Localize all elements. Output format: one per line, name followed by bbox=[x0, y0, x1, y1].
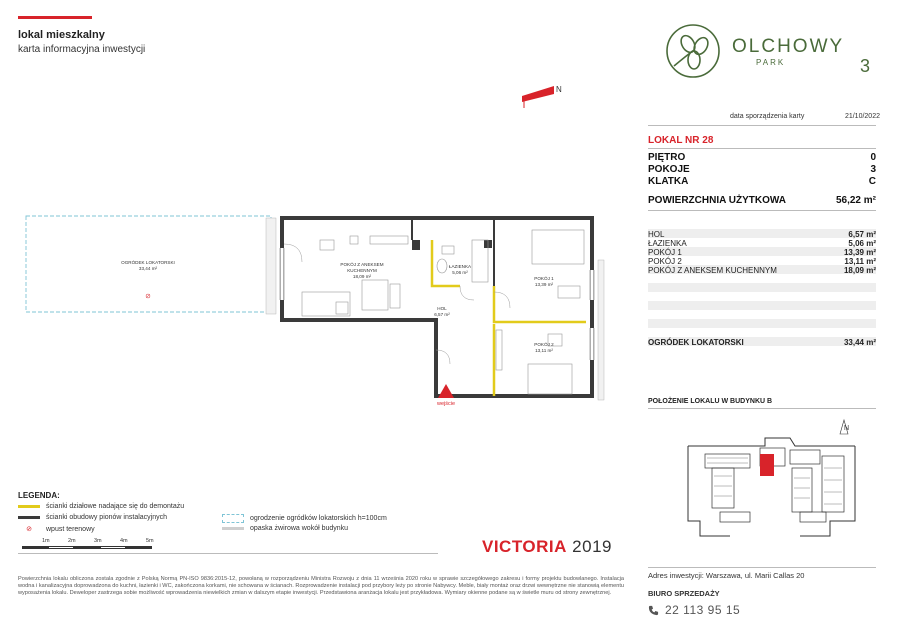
brand-sub: PARK bbox=[756, 58, 786, 67]
disclaimer-text: Powierzchnia lokalu obliczona zostala zgodnie z Polską Normą PN-ISO 9836:2015-12, powołaną w rozporządzeniu Ministra Rozwoju z dnia 11 września 2020 roku w sprawie szczegółowego zakresu i formy projektu budowlanego. Instalacja wodna i kanalizacyjna doprowadzona do kuchni, łazienki i WC, zakończona korkami, nie schowana w ścianach. Rozprowadzenie instalacji pod przybory leży po stronie Nabywcy. Meble, biały montaż oraz drzwi wewnętrzne nie stanowią elementu wyposażenia lokalu. Deweloper zastrzega sobie możliwość wprowadzenia niewielkich zmian w dalszym etapie inwestycji. Przedstawiona aranżacja lokalu jest przykładowa. Wymiary okienne podane są w świetle muru od strony zewnętrznej. bbox=[18, 576, 624, 597]
brand-name: OLCHOWY bbox=[732, 36, 845, 57]
page-title: lokal mieszkalny bbox=[18, 29, 105, 41]
legend-divider bbox=[18, 553, 438, 554]
stripe bbox=[648, 319, 876, 328]
brand-number: 3 bbox=[860, 56, 871, 76]
svg-text:ŁAZIENKA: ŁAZIENKA bbox=[448, 264, 472, 269]
address-divider bbox=[648, 567, 876, 568]
address: Adres inwestycji: Warszawa, ul. Marii Callas 20 bbox=[648, 571, 805, 580]
north-arrow-icon bbox=[518, 84, 568, 114]
phone-icon bbox=[648, 605, 659, 616]
legend-item: ścianki działowe nadające się do demontażu bbox=[18, 503, 184, 510]
legend-drain-icon: ⊘ bbox=[26, 526, 32, 533]
date-row bbox=[730, 113, 880, 120]
svg-text:POKÓJ Z ANEKSEM: POKÓJ Z ANEKSEM bbox=[340, 262, 384, 267]
legend-yellow-swatch bbox=[18, 505, 40, 508]
entrance-label: wejście bbox=[436, 401, 456, 407]
unit-title: LOKAL NR 28 bbox=[648, 135, 714, 146]
date-label: data sporządzenia karty bbox=[730, 113, 805, 120]
unit-highlight bbox=[760, 454, 774, 476]
leaf-logo-icon bbox=[664, 22, 722, 80]
date-divider bbox=[648, 125, 876, 126]
header-accent-bar bbox=[18, 16, 92, 19]
entrance-marker-icon bbox=[438, 384, 454, 398]
row-stair: KLATKA C bbox=[648, 176, 876, 187]
row-usable-area: POWIERZCHNIA UŻYTKOWA 56,22 m² bbox=[648, 195, 876, 206]
room-row: ŁAZIENKA 5,06 m² bbox=[648, 239, 876, 248]
svg-text:18,09 m²: 18,09 m² bbox=[352, 274, 372, 279]
garden-area-label: 33,44 m² bbox=[138, 266, 158, 271]
row-floor: PIĘTRO 0 bbox=[648, 152, 876, 163]
svg-text:N: N bbox=[844, 425, 850, 432]
svg-text:POKÓJ 1: POKÓJ 1 bbox=[534, 276, 554, 281]
svg-text:5,06 m²: 5,06 m² bbox=[452, 270, 468, 275]
date-value: 21/10/2022 bbox=[844, 113, 880, 120]
legend-item: ogrodzenie ogródków lokatorskich h=100cm bbox=[222, 514, 387, 523]
svg-text:13,11 m²: 13,11 m² bbox=[535, 348, 553, 353]
location-title: POŁOŻENIE LOKALU W BUDYNKU B bbox=[648, 398, 773, 405]
room-row: POKÓJ 1 13,39 m² bbox=[648, 248, 876, 257]
stripe bbox=[648, 301, 876, 310]
legend-item: ⊘ wpust terenowy bbox=[18, 525, 95, 533]
floor-plan bbox=[20, 200, 620, 420]
scale-bar: 1m 2m 3m 4m 5m bbox=[22, 538, 162, 552]
stripe bbox=[648, 283, 876, 292]
room-row: POKÓJ 2 13,11 m² bbox=[648, 257, 876, 266]
row-rooms: POKOJE 3 bbox=[648, 164, 876, 175]
room-row: HOL 6,57 m² bbox=[648, 230, 876, 239]
svg-text:6,57 m²: 6,57 m² bbox=[434, 312, 450, 317]
legend-dark-swatch bbox=[18, 516, 40, 519]
location-divider bbox=[648, 408, 876, 409]
svg-text:N: N bbox=[556, 85, 562, 94]
developer-year: 2019 bbox=[572, 537, 612, 556]
phone-row bbox=[648, 603, 740, 617]
phone-number[interactable]: 22 113 95 15 bbox=[665, 603, 741, 617]
garden-row: OGRÓDEK LOKATORSKI 33,44 m² bbox=[648, 338, 876, 347]
legend-title: LEGENDA: bbox=[18, 491, 60, 500]
developer-name: VICTORIA bbox=[482, 537, 567, 556]
svg-text:POKÓJ 2: POKÓJ 2 bbox=[534, 342, 554, 347]
garden-label: OGRÓDEK LOKATORSKI bbox=[121, 260, 175, 265]
unit-title-underline bbox=[648, 148, 876, 149]
legend-item: opaska żwirowa wokół budynku bbox=[222, 525, 348, 532]
svg-text:HOL: HOL bbox=[437, 306, 447, 311]
area-divider bbox=[648, 210, 876, 211]
page-subtitle: karta informacyjna inwestycji bbox=[18, 44, 146, 55]
developer-logo bbox=[482, 537, 612, 557]
legend-item: ścianki obudowy pionów instalacyjnych bbox=[18, 514, 167, 521]
svg-text:13,39 m²: 13,39 m² bbox=[534, 282, 554, 287]
brand-logo bbox=[664, 22, 884, 84]
building-location-map bbox=[680, 416, 870, 546]
room-row: POKÓJ Z ANEKSEM KUCHENNYM 18,09 m² bbox=[648, 266, 876, 275]
sales-label: BIURO SPRZEDAŻY bbox=[648, 589, 720, 598]
svg-text:KUCHENNYM: KUCHENNYM bbox=[347, 268, 377, 273]
legend-gravel-swatch bbox=[222, 527, 244, 530]
legend-fence-swatch bbox=[222, 514, 244, 523]
